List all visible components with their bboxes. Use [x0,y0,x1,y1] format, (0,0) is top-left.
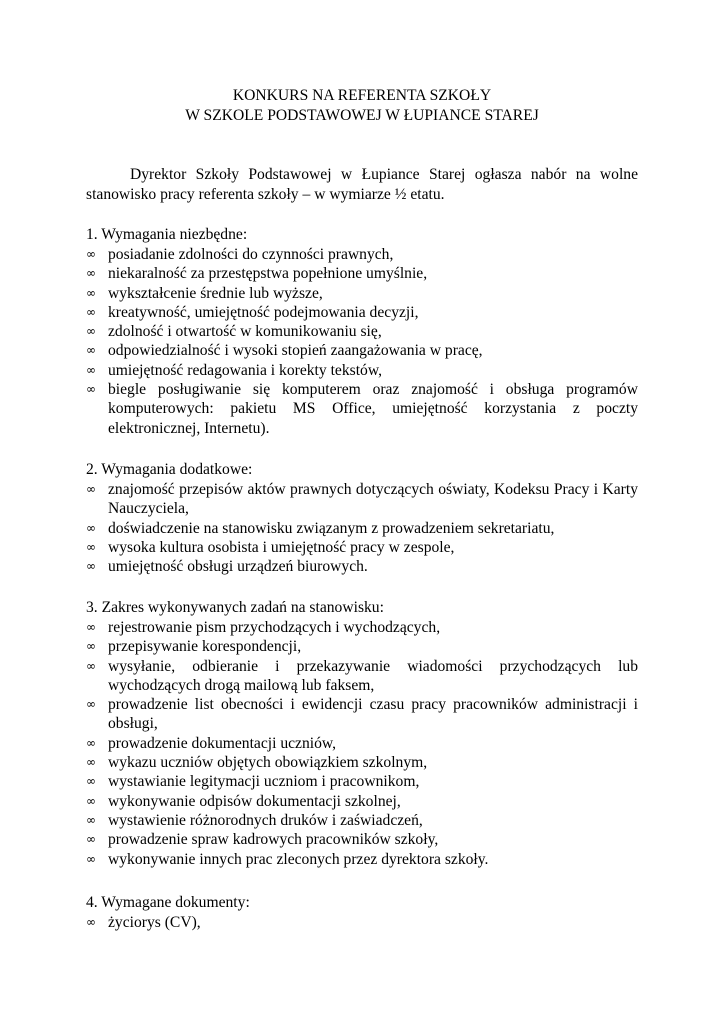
section-additional [86,460,638,576]
list-item-text: wystawianie legitymacji uczniom i pracownikom, [108,773,420,791]
list-item-text: doświadczenie na stanowisku związanym z prowadzeniem sekretariatu, [108,519,555,537]
list-item [86,245,638,264]
list-item-text: prowadzenie spraw kadrowych pracowników szkoły, [108,831,439,849]
list-item [86,637,638,656]
section-documents [86,893,638,932]
infinity-bullet-icon: ∞ [86,793,96,808]
infinity-bullet-icon: ∞ [86,851,96,866]
section-required [86,225,638,438]
list-item [86,480,638,519]
intro-text: Dyrektor Szkoły Podstawowej w Łupiance Starej ogłasza nabór na wolne stanowisko pracy referenta szkoły – w wymiarze ½ etatu. [86,166,638,203]
infinity-bullet-icon: ∞ [86,812,96,827]
list-item-text: prowadzenie dokumentacji uczniów, [108,734,337,752]
infinity-bullet-icon: ∞ [86,735,96,750]
document-title [0,86,724,126]
list-item [86,850,638,869]
section-list [86,618,638,869]
list-item [86,322,638,341]
list-item [86,341,638,360]
list-item-text: umiejętność redagowania i korekty tekstów, [108,361,382,379]
list-item [86,618,638,637]
list-item [86,303,638,322]
infinity-bullet-icon: ∞ [86,697,96,712]
list-item-text: umiejętność obsługi urządzeń biurowych. [108,558,368,576]
section-heading: 2. Wymagania dodatkowe: [86,461,253,478]
infinity-bullet-icon: ∞ [86,382,96,397]
infinity-bullet-icon: ∞ [86,482,96,496]
list-item [86,830,638,849]
list-item-text: wykształcenie średnie lub wyższe, [108,284,323,302]
list-item [86,538,638,557]
section-heading: 4. Wymagane dokumenty: [86,894,250,911]
list-item-text: posiadanie zdolności do czynności prawnych, [108,246,394,263]
infinity-bullet-icon: ∞ [86,755,96,770]
list-item-text: rejestrowanie pism przychodzących i wychodzących, [108,619,441,636]
list-item [86,913,638,932]
list-item [86,695,638,734]
infinity-bullet-icon: ∞ [86,559,96,574]
list-item-text: biegle posługiwanie się komputerem oraz znajomość i obsługa programów komputerowych: pakietu MS Office, umiejętność korzystania z poczty elektronicznej, Internetu). [108,381,638,437]
title-line-1: KONKURS NA REFERENTA SZKOŁY [232,87,492,104]
infinity-bullet-icon: ∞ [86,539,96,554]
list-item [86,264,638,283]
list-item-text: zdolność i otwartość w komunikowaniu się, [108,323,382,341]
section-heading: 1. Wymagania niezbędne: [86,226,248,243]
list-item-text: prowadzenie list obecności i ewidencji czasu pracy pracowników administracji i obsługi, [108,696,638,733]
list-item [86,753,638,772]
section-heading: 3. Zakres wykonywanych zadań na stanowisku: [86,599,384,616]
list-item-text: wykazu uczniów objętych obowiązkiem szkolnym, [108,754,428,772]
infinity-bullet-icon: ∞ [86,362,96,377]
list-item-text: odpowiedzialność i wysoki stopień zaangażowania w pracę, [108,342,483,360]
infinity-bullet-icon: ∞ [86,915,96,929]
list-item-text: znajomość przepisów aktów prawnych dotyczących oświaty, Kodeksu Pracy i Karty Nauczyciela, [108,481,638,518]
list-item [86,361,638,380]
list-item-text: niekaralność za przestępstwa popełnione umyślnie, [108,265,428,283]
list-item [86,792,638,811]
infinity-bullet-icon: ∞ [86,324,96,339]
infinity-bullet-icon: ∞ [86,266,96,281]
infinity-bullet-icon: ∞ [86,774,96,789]
list-item [86,657,638,696]
title-line-2: W SZKOLE PODSTAWOWEJ W ŁUPIANCE STAREJ [185,107,539,124]
section-list [86,480,638,576]
list-item-text: wystawienie różnorodnych druków i zaświadczeń, [108,811,423,829]
section-list [86,913,638,932]
infinity-bullet-icon: ∞ [86,343,96,358]
infinity-bullet-icon: ∞ [86,620,96,634]
infinity-bullet-icon: ∞ [86,520,96,535]
infinity-bullet-icon: ∞ [86,247,96,261]
infinity-bullet-icon: ∞ [86,832,96,847]
list-item [86,772,638,791]
section-list [86,245,638,438]
list-item-text: wykonywanie odpisów dokumentacji szkolnej, [108,792,401,810]
list-item [86,519,638,538]
list-item-text: przepisywanie korespondencji, [108,638,302,656]
intro-paragraph [86,165,638,205]
infinity-bullet-icon: ∞ [86,304,96,319]
list-item-text: życiorys (CV), [108,914,201,931]
infinity-bullet-icon: ∞ [86,639,96,654]
infinity-bullet-icon: ∞ [86,658,96,673]
list-item-text: kreatywność, umiejętność podejmowania decyzji, [108,303,419,321]
list-item-text: wysyłanie, odbieranie i przekazywanie wiadomości przychodzących lub wychodzących drogą mailową lub faksem, [108,657,638,694]
list-item-text: wysoka kultura osobista i umiejętność pracy w zespole, [108,538,455,556]
list-item [86,380,638,438]
list-item [86,284,638,303]
section-duties [86,598,638,869]
list-item [86,557,638,576]
list-item [86,811,638,830]
list-item-text: wykonywanie innych prac zleconych przez dyrektora szkoły. [108,850,489,868]
infinity-bullet-icon: ∞ [86,285,96,300]
list-item [86,734,638,753]
